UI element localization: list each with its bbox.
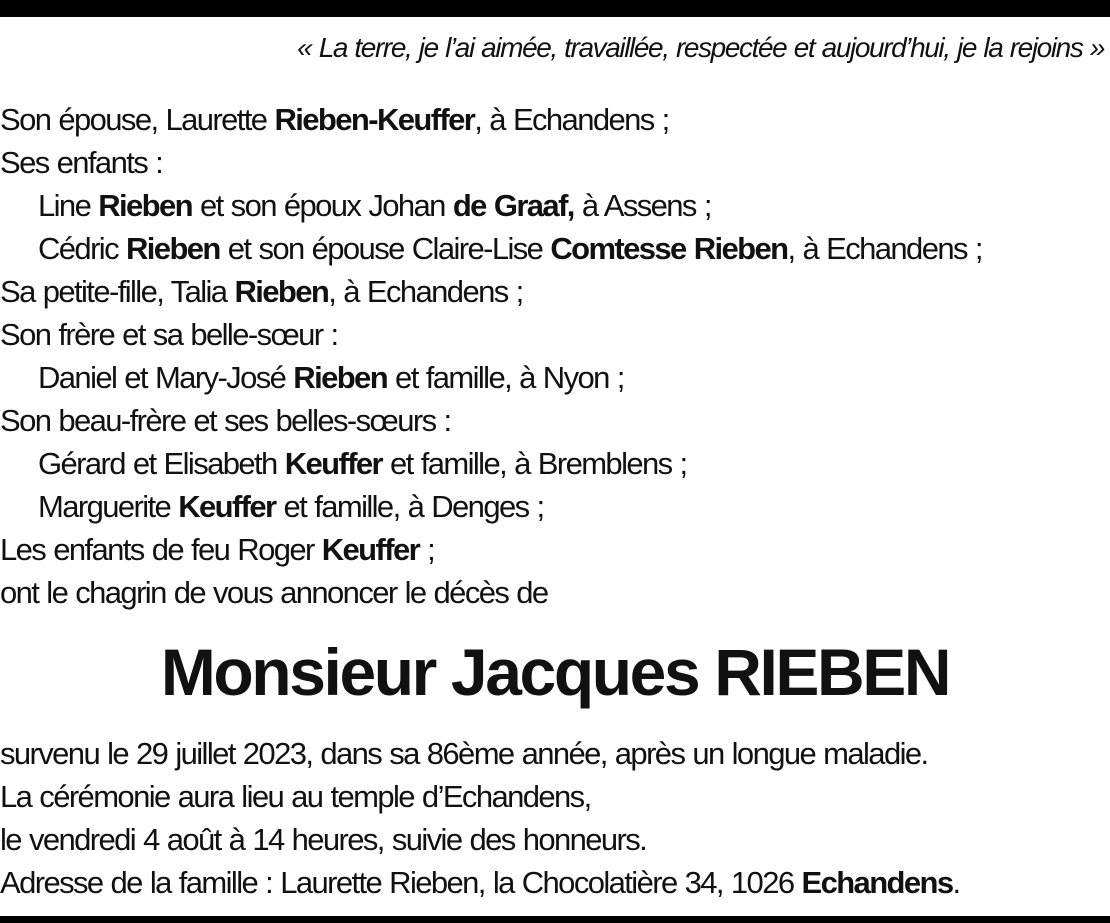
text: ont le chagrin de vous annoncer le décès de <box>0 575 548 610</box>
surname: Comtesse Rieben <box>550 231 788 266</box>
text: , à Echandens ; <box>328 274 523 309</box>
text: Son frère et sa belle-sœur : <box>0 317 338 352</box>
town: Echandens <box>801 865 953 900</box>
surname: Keuffer <box>284 446 383 481</box>
detail-ceremony-place: La cérémonie aura lieu au temple d’Echandens, <box>0 779 591 814</box>
bottom-rule <box>0 916 1110 923</box>
text: Marguerite <box>38 489 179 524</box>
family-line-inlaw-marguerite <box>38 488 544 526</box>
text: et famille, à Nyon ; <box>387 360 624 395</box>
text: à Assens ; <box>573 188 711 223</box>
family-line-child-line <box>38 187 711 225</box>
text: . <box>952 865 960 900</box>
text: et son époux Johan <box>192 188 453 223</box>
surname: Rieben <box>293 360 388 395</box>
family-line-children-heading <box>0 144 162 182</box>
text: et son épouse Claire-Lise <box>219 231 551 266</box>
text: Line <box>38 188 99 223</box>
deceased-name: Monsieur Jacques RIEBEN <box>160 635 950 709</box>
text: Les enfants de feu Roger <box>0 532 322 567</box>
text: Daniel et Mary-José <box>38 360 294 395</box>
text: Gérard et Elisabeth <box>38 446 285 481</box>
text: Ses enfants : <box>0 145 163 180</box>
announcement-line <box>0 574 548 612</box>
family-line-child-cedric <box>38 230 982 268</box>
text: ; <box>419 532 435 567</box>
text: Cédric <box>38 231 126 266</box>
family-line-inlaws-heading <box>0 402 451 440</box>
text: et famille, à Bremblens ; <box>382 446 687 481</box>
surname: Rieben <box>98 188 192 223</box>
family-line-brother <box>38 359 624 397</box>
text: Adresse de la famille : Laurette Rieben, la Chocolatière 34, 1026 <box>0 865 802 900</box>
family-line-spouse <box>0 101 669 139</box>
detail-family-address <box>0 864 960 902</box>
family-line-granddaughter <box>0 273 523 311</box>
surname: Keuffer <box>321 532 420 567</box>
text: Son épouse, Laurette <box>0 102 275 137</box>
surname: Rieben-Keuffer <box>274 102 475 137</box>
detail-ceremony-time: le vendredi 4 août à 14 heures, suivie des honneurs. <box>0 822 647 857</box>
top-rule <box>0 0 1110 17</box>
surname: de Graaf, <box>452 188 574 223</box>
family-line-roger-children <box>0 531 434 569</box>
text: et famille, à Denges ; <box>275 489 544 524</box>
surname: Rieben <box>234 274 329 309</box>
surname: Keuffer <box>178 489 276 524</box>
surname: Rieben <box>126 231 220 266</box>
text: Sa petite-fille, Talia <box>0 274 235 309</box>
text: , à Echandens ; <box>787 231 982 266</box>
family-line-inlaw-gerard <box>38 445 687 483</box>
family-line-brother-heading <box>0 316 338 354</box>
detail-date-line: survenu le 29 juillet 2023, dans sa 86ème année, après un longue maladie. <box>0 736 928 771</box>
text: Son beau-frère et ses belles-sœurs : <box>0 403 451 438</box>
epigraph-quote: « La terre, je l’ai aimée, travaillée, respectée et aujourd’hui, je la rejoins » <box>297 32 1104 63</box>
text: , à Echandens ; <box>474 102 669 137</box>
